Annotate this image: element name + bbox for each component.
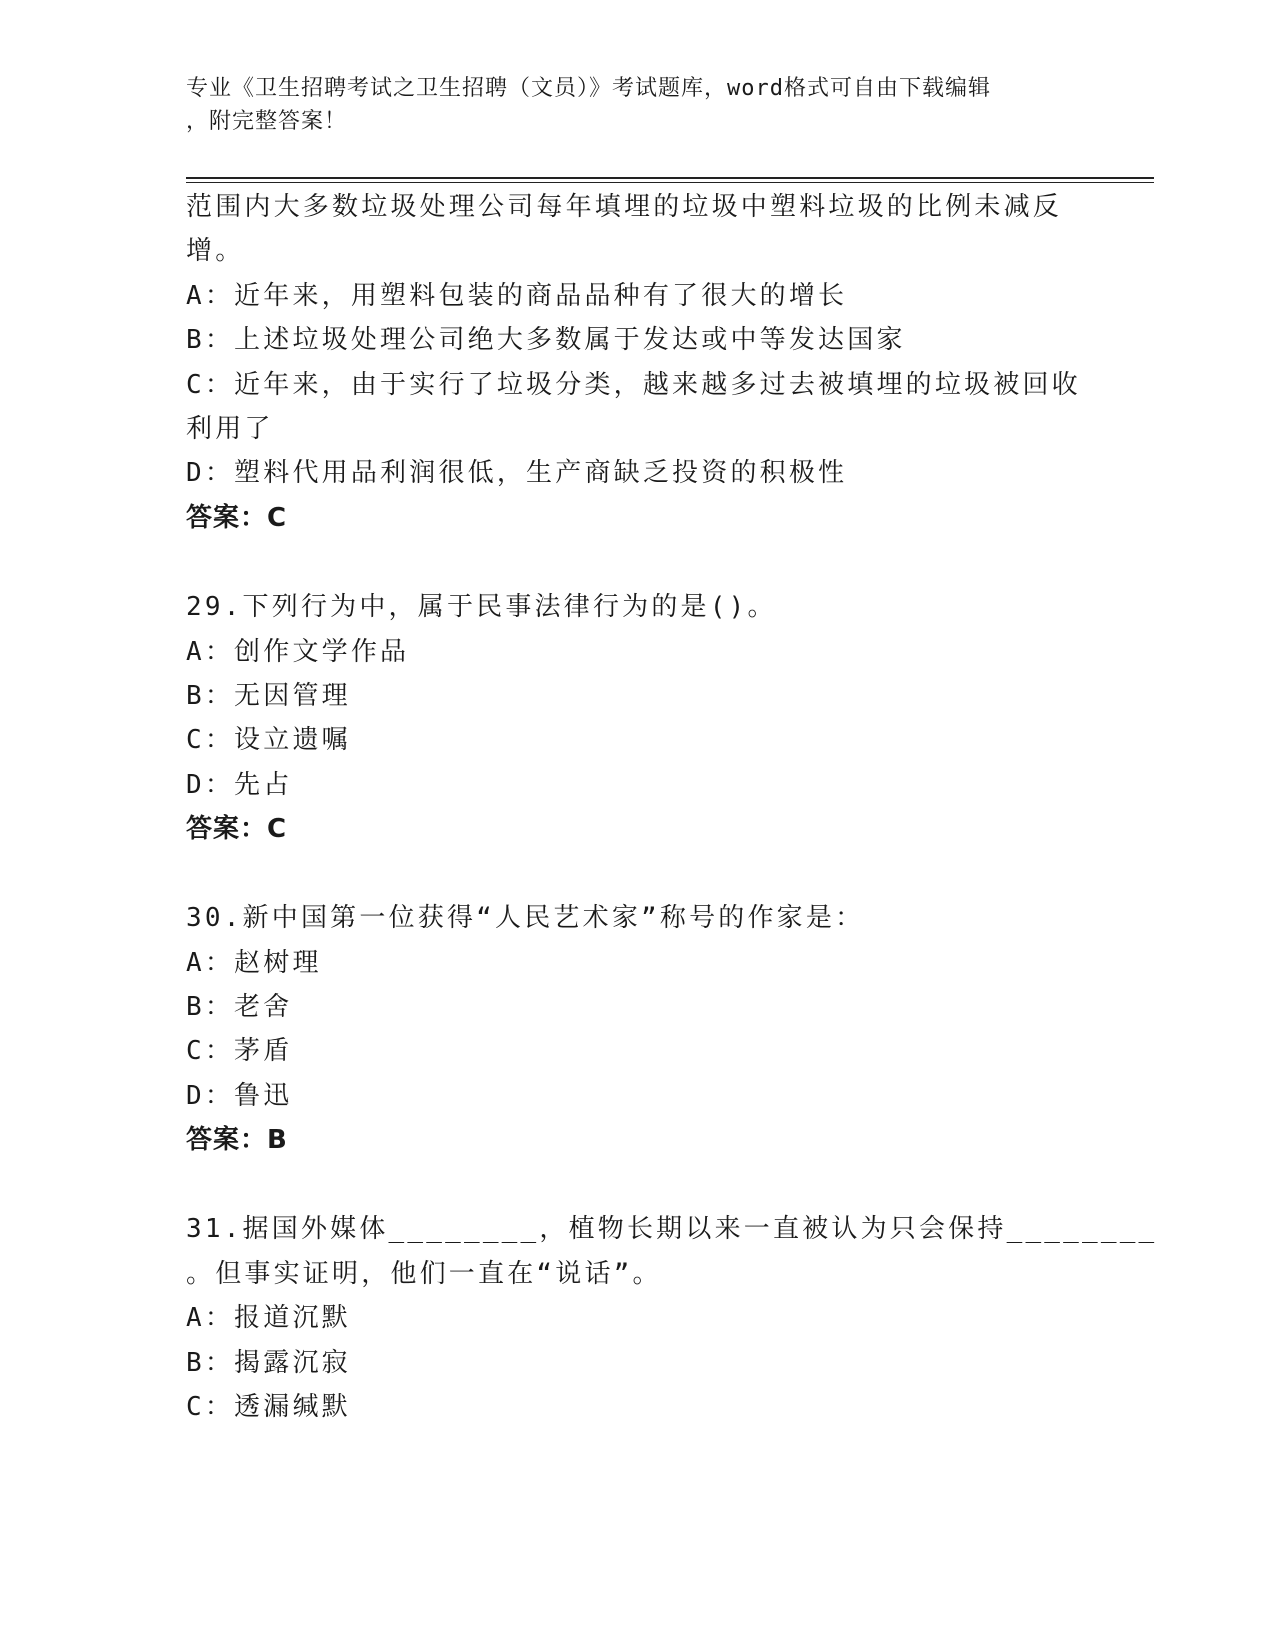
q28-option-c-line-2: 利用了 [186,414,274,444]
q30-option-c: C：茅盾 [186,1036,293,1066]
document-header [186,72,1066,138]
q31-option-a: A：报道沉默 [186,1303,351,1333]
q28-option-d: D：塑料代用品利润很低，生产商缺乏投资的积极性 [186,458,848,488]
q29-answer: 答案：C [186,814,288,844]
q30-answer: 答案：B [186,1125,288,1155]
q30-option-d: D：鲁迅 [186,1081,293,1111]
q31-stem-line-2: 。但事实证明，他们一直在“说话”。 [186,1259,662,1289]
q28-option-b: B：上述垃圾处理公司绝大多数属于发达或中等发达国家 [186,325,906,355]
q28-option-c-line-1: C：近年来，由于实行了垃圾分类，越来越多过去被填埋的垃圾被回收 [186,370,1081,400]
q30-option-b: B：老舍 [186,992,293,1022]
header-title-line-2: ，附完整答案！ [186,109,348,134]
q30-stem: 30.新中国第一位获得“人民艺术家”称号的作家是： [186,903,865,933]
q28-option-a: A：近年来，用塑料包装的商品品种有了很大的增长 [186,281,848,311]
q29-option-d: D：先占 [186,770,293,800]
q30-option-a: A：赵树理 [186,948,322,978]
q28-stem-line-1: 范围内大多数垃圾处理公司每年填埋的垃圾中塑料垃圾的比例未减反 [186,192,1063,222]
q29-option-b: B：无因管理 [186,681,351,711]
q31-stem-line-1: 31.据国外媒体________，植物长期以来一直被认为只会保持________ [186,1214,1158,1244]
q31-option-b: B：揭露沉寂 [186,1348,351,1378]
q28-stem-line-2: 增。 [186,236,245,266]
header-divider [186,177,1154,183]
q31-option-c: C：透漏缄默 [186,1392,351,1422]
q29-option-c: C：设立遗嘱 [186,725,351,755]
q29-option-a: A：创作文学作品 [186,637,410,667]
q28-answer: 答案：C [186,503,288,533]
header-title-line-1: 专业《卫生招聘考试之卫生招聘（文员）》考试题库，word格式可自由下载编辑 [186,76,991,101]
q29-stem: 29.下列行为中，属于民事法律行为的是()。 [186,592,777,622]
